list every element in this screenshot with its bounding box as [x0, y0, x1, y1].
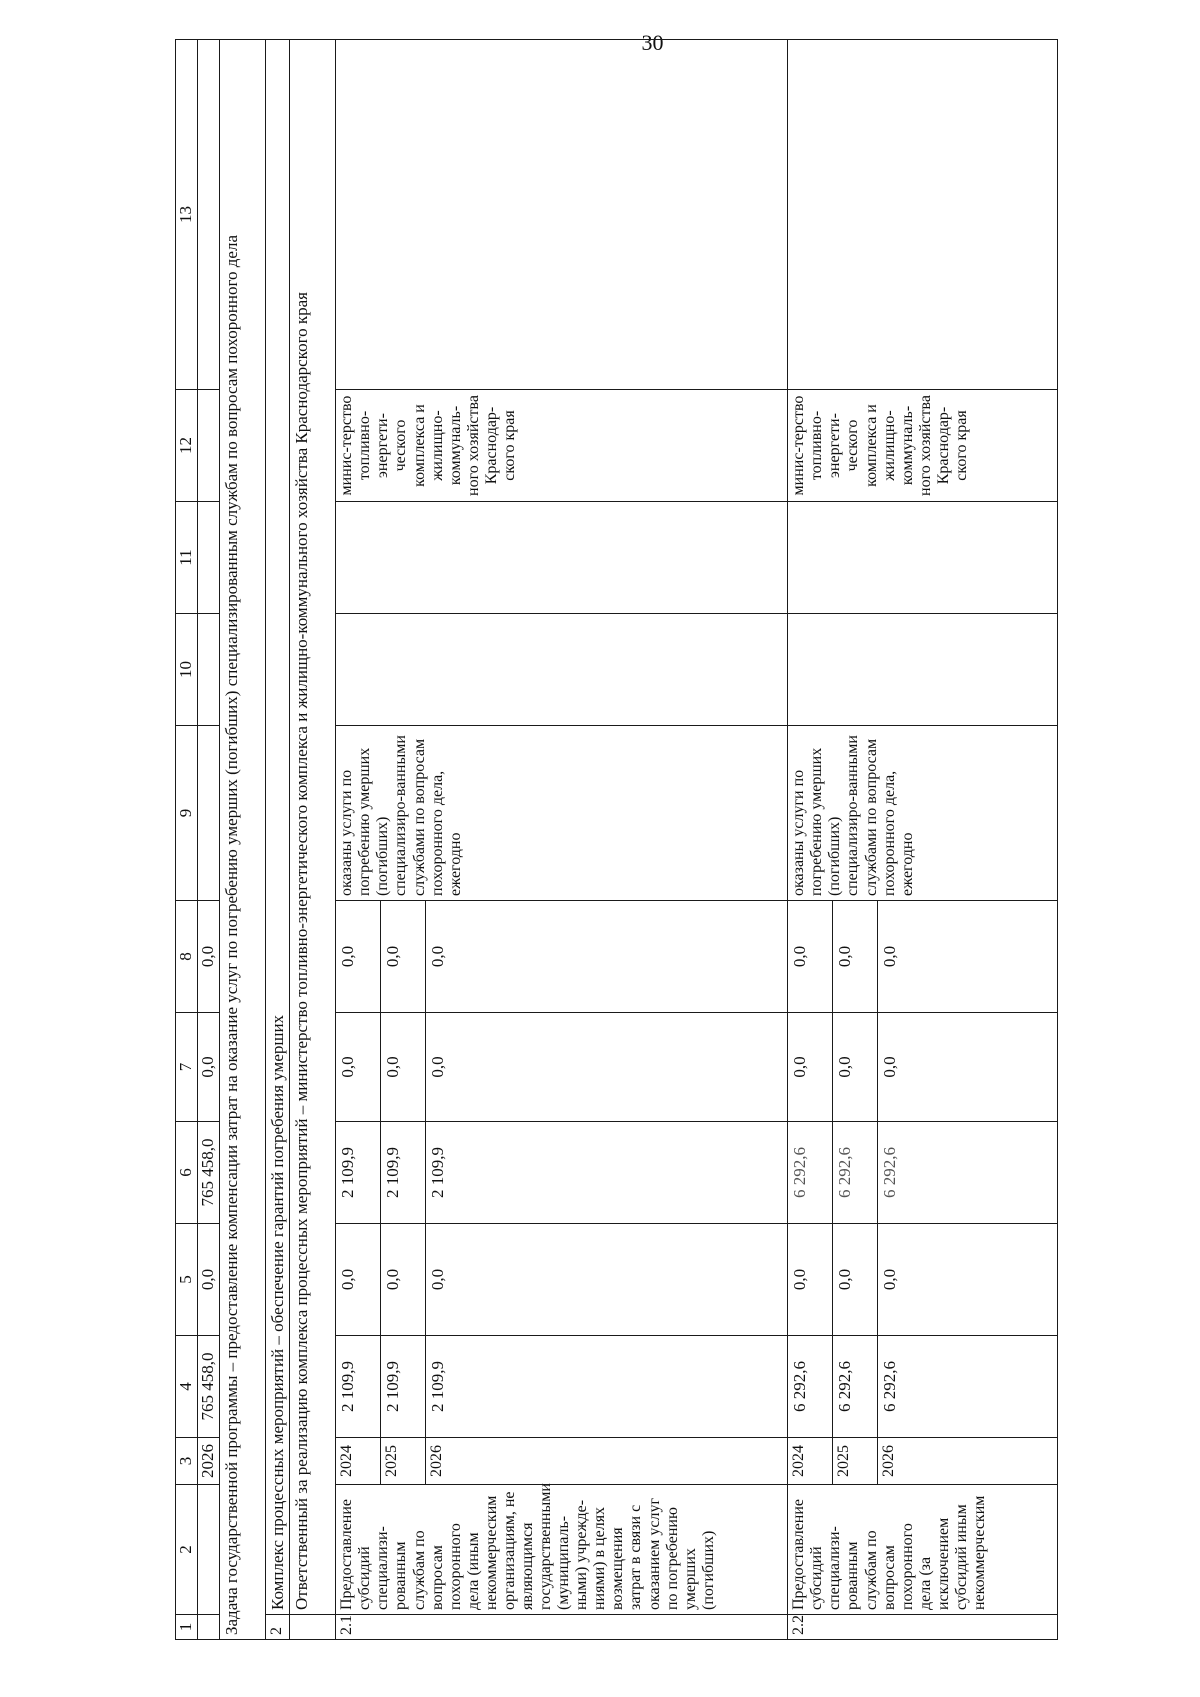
- year-cell: 2024: [336, 1438, 381, 1485]
- measure-name: Предоставление субсидий специализи-рованным службам по вопросам похоронного дела (за исключением субсидий иным некоммерческим: [788, 1485, 1058, 1615]
- col-num-12: 12: [176, 390, 198, 502]
- value-c6: 6 292,6: [833, 1122, 878, 1224]
- result-text: оказаны услуги по погребению умерших (погибших) специализиро-ванными службами по вопросам похоронного дела, ежегодно: [336, 726, 788, 901]
- table-row: [336, 40, 381, 1640]
- value-c6: 2 109,9: [336, 1122, 381, 1224]
- total-c7: 0,0: [198, 1013, 220, 1122]
- value-c6: 2 109,9: [426, 1122, 788, 1224]
- value-c7: 0,0: [381, 1013, 426, 1122]
- col-num-11: 11: [176, 502, 198, 614]
- total-c4: 765 458,0: [198, 1336, 220, 1438]
- value-c7: 0,0: [426, 1013, 788, 1122]
- complex-number: 2: [266, 1615, 290, 1640]
- col-num-5: 5: [176, 1224, 198, 1336]
- value-c8: 0,0: [426, 901, 788, 1013]
- value-c7: 0,0: [336, 1013, 381, 1122]
- col-num-8: 8: [176, 901, 198, 1013]
- row-number: 2.1: [336, 1615, 788, 1640]
- task-row: [220, 40, 266, 1640]
- value-c6: 2 109,9: [381, 1122, 426, 1224]
- value-c6: 6 292,6: [788, 1122, 833, 1224]
- value-c5: 0,0: [788, 1224, 833, 1336]
- value-c5: 0,0: [878, 1224, 1058, 1336]
- col-num-13: 13: [176, 40, 198, 390]
- value-c8: 0,0: [878, 901, 1058, 1013]
- value-c5: 0,0: [833, 1224, 878, 1336]
- col-num-10: 10: [176, 614, 198, 726]
- table-row: [788, 40, 833, 1640]
- rotated-table-sheet: [175, 40, 1143, 1640]
- value-c4: 6 292,6: [788, 1336, 833, 1438]
- complex-row: [266, 40, 290, 1640]
- value-c7: 0,0: [788, 1013, 833, 1122]
- col-num-1: 1: [176, 1615, 198, 1640]
- year-cell: 2026: [878, 1438, 1058, 1485]
- total-c6: 765 458,0: [198, 1122, 220, 1224]
- value-c6: 6 292,6: [878, 1122, 1058, 1224]
- page-number: 30: [641, 30, 664, 55]
- value-c8: 0,0: [336, 901, 381, 1013]
- executor-text: минис-терство топливно-энергети-ческого комплекса и жилищно-коммуналь-ного хозяйства Краснодар-ского края: [788, 390, 1058, 502]
- value-c8: 0,0: [381, 901, 426, 1013]
- value-c5: 0,0: [426, 1224, 788, 1336]
- total-c5: 0,0: [198, 1224, 220, 1336]
- complex-title: Комплекс процессных мероприятий – обеспечение гарантий погребения умерших: [266, 40, 290, 1615]
- col-num-4: 4: [176, 1336, 198, 1438]
- value-c7: 0,0: [878, 1013, 1058, 1122]
- value-c8: 0,0: [788, 901, 833, 1013]
- value-c5: 0,0: [381, 1224, 426, 1336]
- responsible-row: [290, 40, 336, 1640]
- row-number: 2.2: [788, 1615, 1058, 1640]
- executor-text: минис-терство топливно-энергети-ческого комплекса и жилищно-коммуналь-ного хозяйства Краснодар-ского края: [336, 390, 788, 502]
- responsible-text: Ответственный за реализацию комплекса процессных мероприятий – министерство топливно-энергетического комплекса и жилищно-коммунального хозяйства Краснодарского края: [290, 40, 336, 1615]
- total-year: 2026: [198, 1438, 220, 1485]
- result-text: оказаны услуги по погребению умерших (погибших) специализиро-ванными службами по вопросам похоронного дела, ежегодно: [788, 726, 1058, 901]
- col-num-2: 2: [176, 1485, 198, 1615]
- year-cell: 2025: [833, 1438, 878, 1485]
- col-num-9: 9: [176, 726, 198, 901]
- value-c8: 0,0: [833, 901, 878, 1013]
- value-c7: 0,0: [833, 1013, 878, 1122]
- total-row: [198, 40, 220, 1640]
- value-c4: 2 109,9: [336, 1336, 381, 1438]
- program-table: [175, 39, 1058, 1640]
- value-c4: 2 109,9: [426, 1336, 788, 1438]
- col-num-7: 7: [176, 1013, 198, 1122]
- value-c4: 6 292,6: [878, 1336, 1058, 1438]
- col-num-3: 3: [176, 1438, 198, 1485]
- value-c5: 0,0: [336, 1224, 381, 1336]
- value-c4: 6 292,6: [833, 1336, 878, 1438]
- year-cell: 2026: [426, 1438, 788, 1485]
- year-cell: 2025: [381, 1438, 426, 1485]
- year-cell: 2024: [788, 1438, 833, 1485]
- total-c8: 0,0: [198, 901, 220, 1013]
- measure-name: Предоставление субсидий специализи-рованным службам по вопросам похоронного дела (иным некоммерческим организациям, не являющимся государственными (муниципаль-ными) учрежде-ниями) в целях возмещения затрат в связи с оказанием услуг по погребению умерших (погибших): [336, 1485, 788, 1615]
- value-c4: 2 109,9: [381, 1336, 426, 1438]
- col-num-6: 6: [176, 1122, 198, 1224]
- column-number-row: [176, 40, 198, 1640]
- task-text: Задача государственной программы – предоставление компенсации затрат на оказание услуг по погребению умерших (погибших) специализированным службам по вопросам похоронного дела: [220, 40, 266, 1640]
